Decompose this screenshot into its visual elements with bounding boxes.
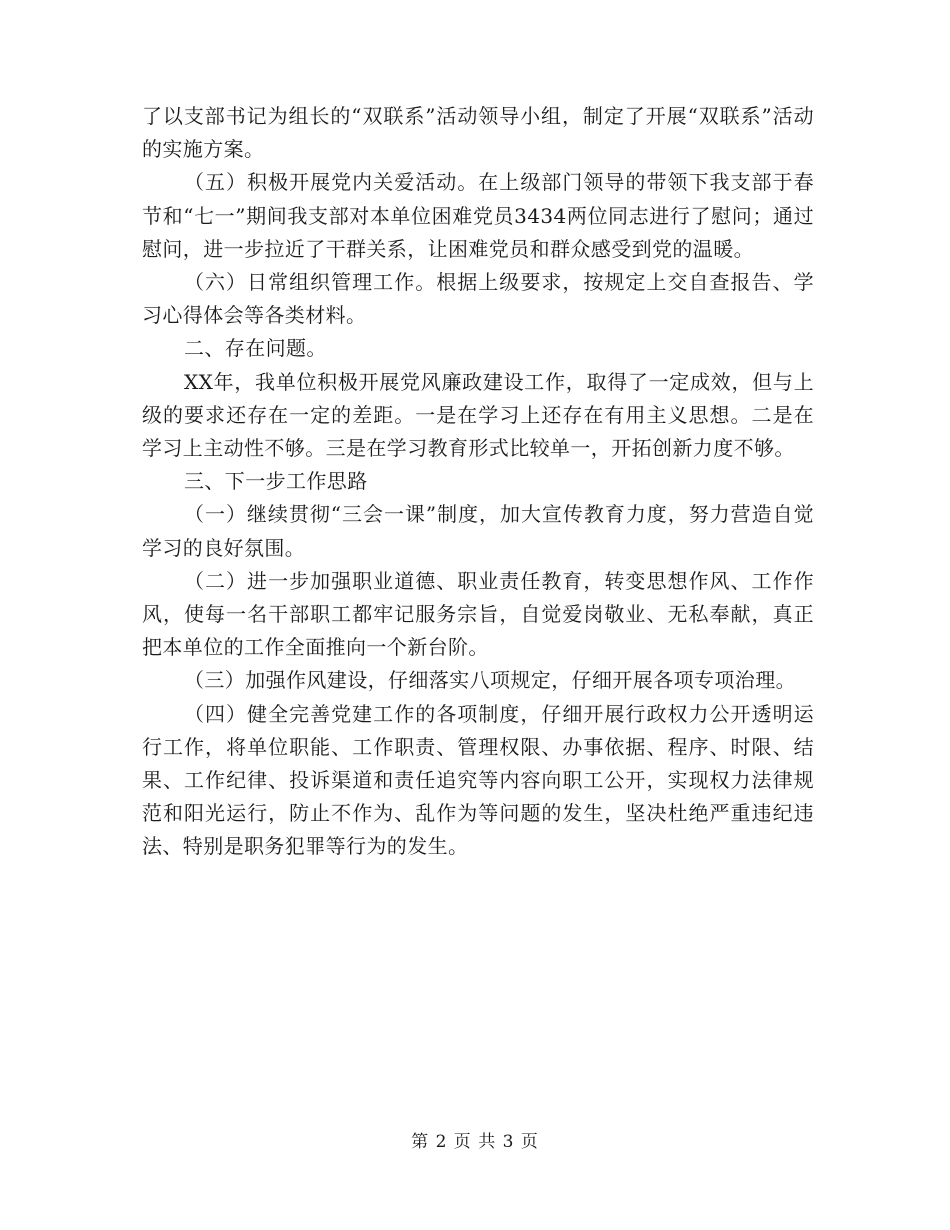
paragraph-problems: XX年，我单位积极开展党风廉政建设工作，取得了一定成效，但与上级的要求还存在一定的差距。一是在学习上还存在有用主义思想。二是在学习上主动性不够。三是在学习教育形式比较单一，开拓创新力度不够。 bbox=[142, 369, 814, 461]
paragraph-1: 了以支部书记为组长的“双联系”活动领导小组，制定了开展“双联系”活动的实施方案。 bbox=[142, 104, 814, 162]
paragraph-2: （五）积极开展党内关爱活动。在上级部门领导的带领下我支部于春节和“七一”期间我支部对本单位困难党员3434两位同志进行了慰问；通过慰问，进一步拉近了干群关系，让困难党员和群众感受到党的温暖。 bbox=[142, 170, 814, 261]
section-heading-problems: 二、存在问题。 bbox=[184, 336, 327, 361]
document-body bbox=[142, 100, 814, 864]
paragraph-3: （六）日常组织管理工作。根据上级要求，按规定上交自查报告、学习心得体会等各类材料。 bbox=[142, 270, 814, 328]
paragraph-next-4: （四）健全完善党建工作的各项制度，仔细开展行政权力公开透明运行工作，将单位职能、工作职责、管理权限、办事依据、程序、时限、结果、工作纪律、投诉渠道和责任追究等内容向职工公开，实现权力法律规范和阳光运行，防止不作为、乱作为等问题的发生，坚决杜绝严重违纪违法、特别是职务犯罪等行为的发生。 bbox=[142, 701, 814, 859]
section-heading-next-steps: 三、下一步工作思路 bbox=[184, 469, 368, 494]
paragraph-next-2: （二）进一步加强职业道德、职业责任教育，转变思想作风、工作作风，使每一名干部职工都牢记服务宗旨，自觉爱岗敬业、无私奉献，真正把本单位的工作全面推向一个新台阶。 bbox=[142, 568, 814, 660]
page-number-footer: 第 2 页 共 3 页 bbox=[411, 1132, 539, 1152]
paragraph-next-1: （一）继续贯彻“三会一课”制度，加大宣传教育力度，努力营造自觉学习的良好氛围。 bbox=[142, 502, 814, 560]
paragraph-next-3: （三）加强作风建设，仔细落实八项规定，仔细开展各项专项治理。 bbox=[184, 668, 796, 693]
